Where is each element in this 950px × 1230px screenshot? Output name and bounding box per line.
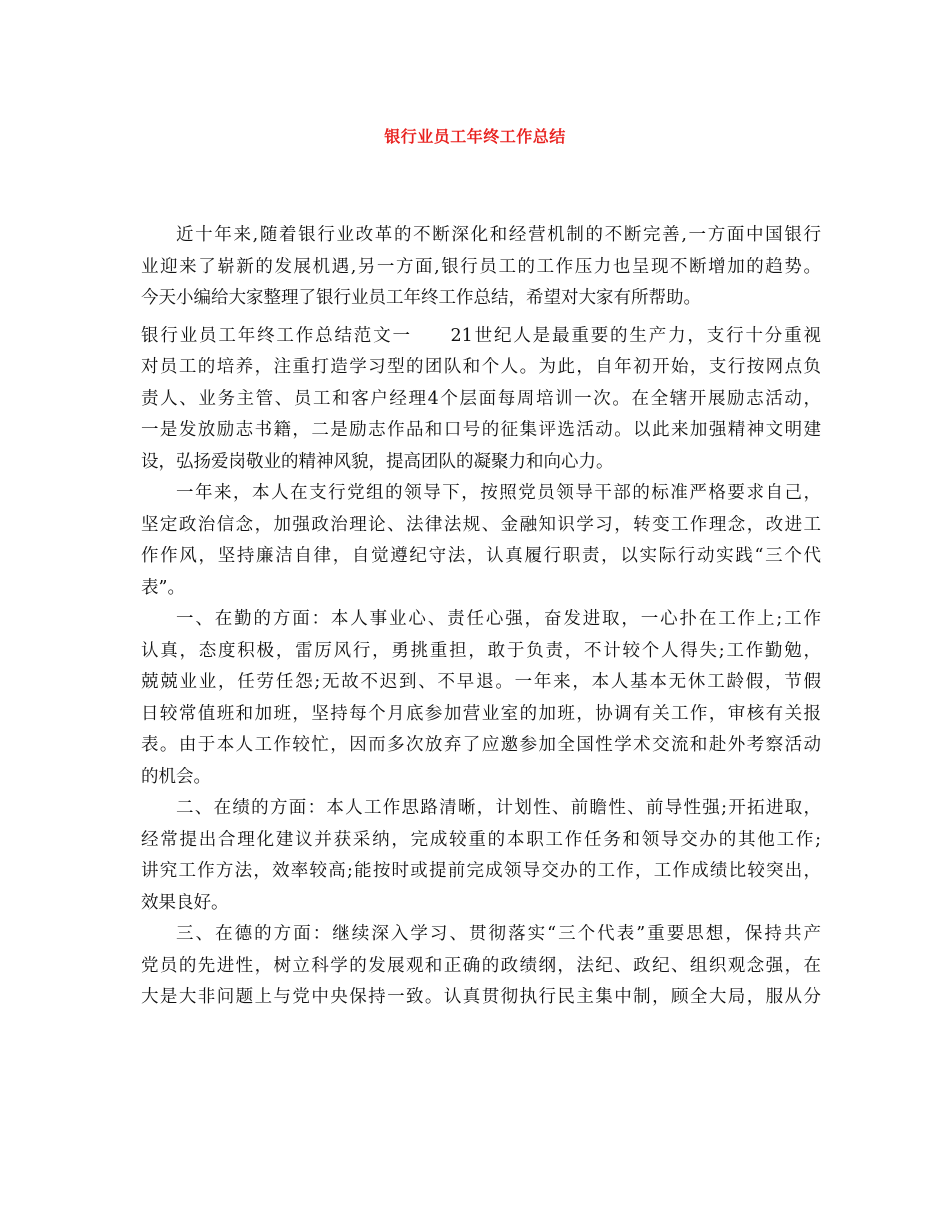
body-line: 兢兢业业，任劳任怨;无故不迟到、不早退。一年来，本人基本无休工龄假，节假 [141,672,821,692]
body-line: 三、在德的方面：继续深入学习、贯彻落实“三个代表”重要思想，保持共产 [176,924,821,944]
body-line: 二、在绩的方面：本人工作思路清晰，计划性、前瞻性、前导性强;开拓进取， [176,798,821,818]
body-line: 责人、业务主管、员工和客户经理4个层面每周培训一次。在全辖开展励志活动， [141,388,821,409]
body-line: 大是大非问题上与党中央保持一致。认真贯彻执行民主集中制，顾全大局，服从分 [141,987,821,1007]
body-line: 的机会。 [141,766,211,787]
body-line: 银行业员工年终工作总结范文一 21世纪人是最重要的生产力，支行十分重视 [141,325,821,346]
body-line: 一是发放励志书籍，二是励志作品和口号的征集评选活动。以此来加强精神文明建 [141,420,821,440]
body-line: 坚定政治信念，加强政治理论、法律法规、金融知识学习，转变工作理念，改进工 [141,514,821,535]
body-line: 今天小编给大家整理了银行业员工年终工作总结，希望对大家有所帮助。 [141,288,701,308]
body-line: 对员工的培养，注重打造学习型的团队和个人。为此，自年初开始，支行按网点负 [141,357,821,377]
body-line: 效果良好。 [141,892,229,913]
body-line: 作作风，坚持廉洁自律，自觉遵纪守法，认真履行职责，以实际行动实践“三个代 [141,546,821,566]
document-title: 银行业员工年终工作总结 [384,127,566,146]
body-line: 讲究工作方法，效率较高;能按时或提前完成领导交办的工作，工作成绩比较突出， [141,861,821,881]
body-line: 一、在勤的方面：本人事业心、责任心强，奋发进取，一心扑在工作上;工作 [176,609,821,629]
body-line: 业迎来了崭新的发展机遇,另一方面,银行员工的工作压力也呈现不断增加的趋势。 [141,256,821,277]
body-line: 经常提出合理化建议并获采纳，完成较重的本职工作任务和领导交办的其他工作; [141,829,821,850]
body-line: 设，弘扬爱岗敬业的精神风貌，提高团队的凝聚力和向心力。 [141,451,614,472]
document-body [141,220,821,1014]
body-line: 日较常值班和加班，坚持每个月底参加营业室的加班，协调有关工作，审核有关报 [141,703,821,724]
body-line: 认真，态度积极，雷厉风行，勇挑重担，敢于负责，不计较个人得失;工作勤勉， [141,640,821,661]
body-line: 党员的先进性，树立科学的发展观和正确的政绩纲，法纪、政纪、组织观念强，在 [141,955,821,976]
body-line: 一年来，本人在支行党组的领导下，按照党员领导干部的标准严格要求自己， [176,483,821,503]
body-line: 表。由于本人工作较忙，因而多次放弃了应邀参加全国性学术交流和赴外考察活动 [141,735,821,755]
body-line: 近十年来,随着银行业改革的不断深化和经营机制的不断完善,一方面中国银行 [176,225,821,245]
body-line: 表”。 [141,577,185,598]
